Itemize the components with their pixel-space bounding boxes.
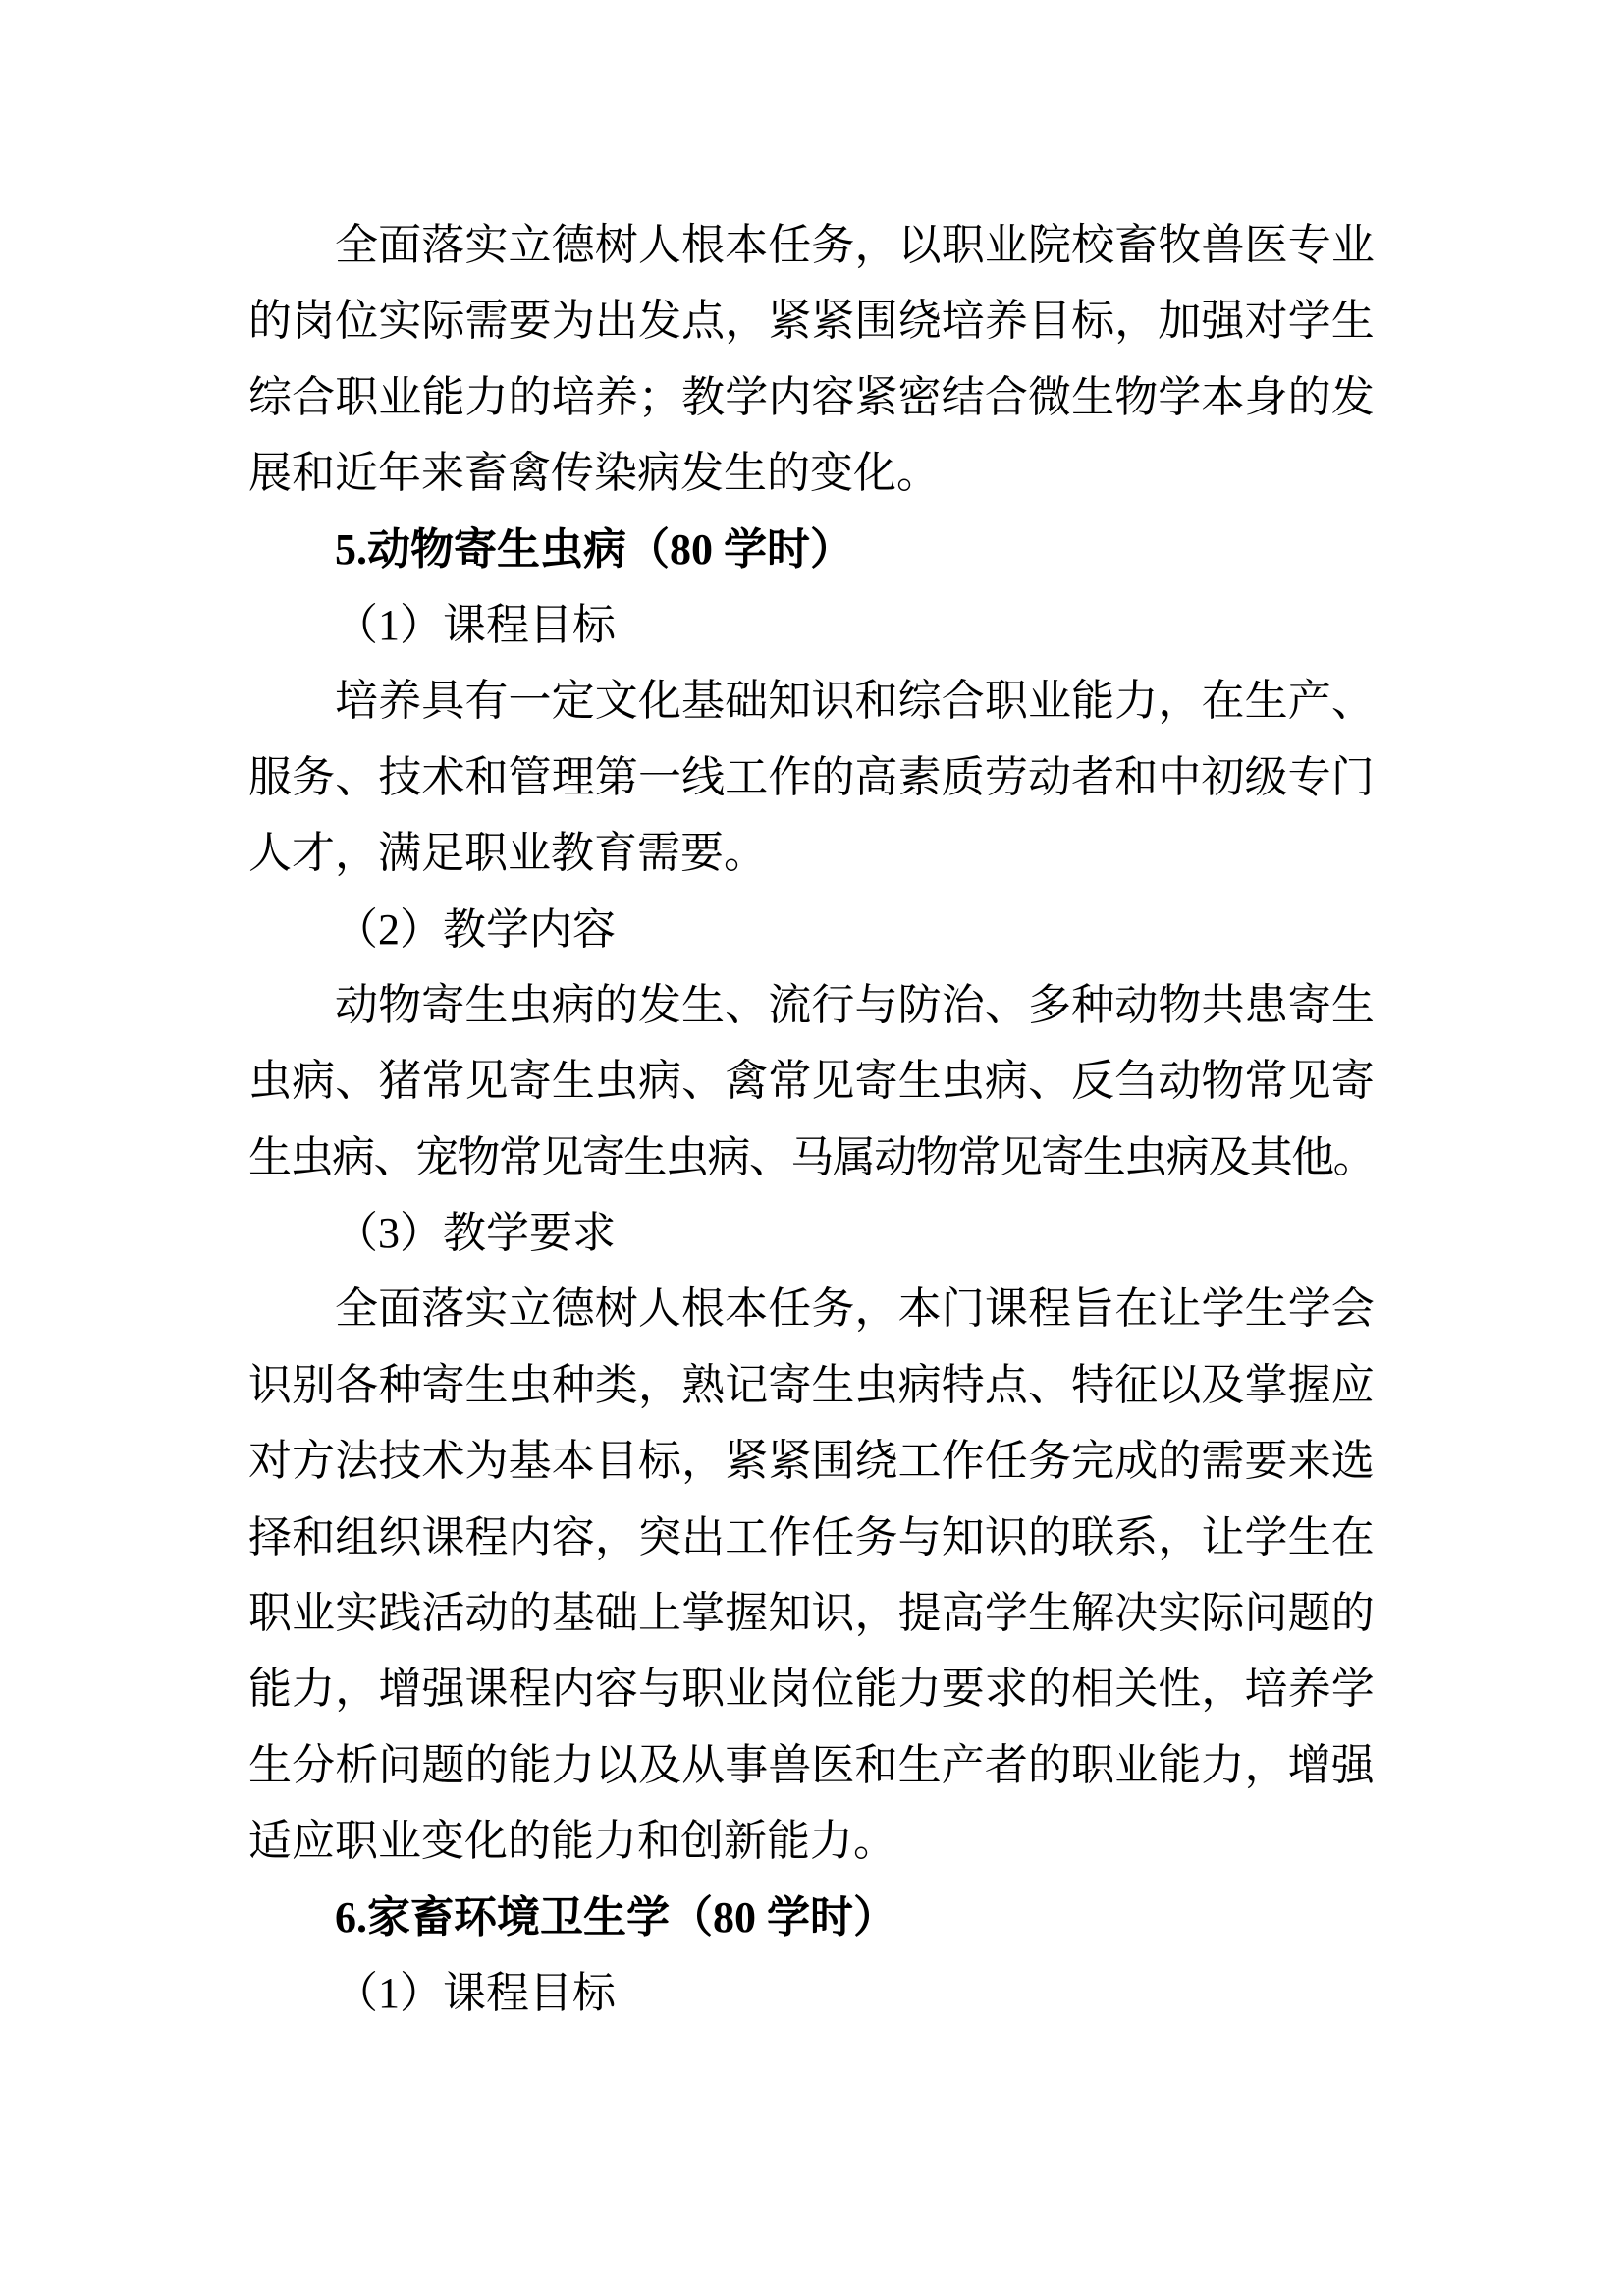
body-text-line: 人才，满足职业教育需要。 <box>248 829 767 878</box>
body-text-line: 动 物 寄 生 虫 病 的 发 生 、 流 行 与 防 治 、 多 种 动 物 共 患 寄 生 <box>335 980 1375 1029</box>
body-text-line: 虫 病 、 猪 常 见 寄 生 虫 病 、 禽 常 见 寄 生 虫 病 、 反 刍 动 物 常 见 寄 <box>248 1057 1375 1106</box>
body-text-line: 对 方 法 技 术 为 基 本 目 标 ， 紧 紧 围 绕 工 作 任 务 完 成 的 需 要 来 选 <box>248 1437 1375 1486</box>
sub-heading-line: （1）课程目标 <box>335 1968 616 2017</box>
body-text-line: 能 力 ， 增 强 课 程 内 容 与 职 业 岗 位 能 力 要 求 的 相 关 性 ， 培 养 学 <box>248 1665 1375 1714</box>
sub-heading-line: （1）课程目标 <box>335 600 616 649</box>
body-text-line: 服 务 、 技 术 和 管 理 第 一 线 工 作 的 高 素 质 劳 动 者 和 中 初 级 专 门 <box>248 752 1375 801</box>
body-text-line: 职 业 实 践 活 动 的 基 础 上 掌 握 知 识 ， 提 高 学 生 解 决 实 际 问 题 的 <box>248 1589 1375 1638</box>
sub-heading-line: （2）教学内容 <box>335 904 616 954</box>
body-text-line: 全 面 落 实 立 德 树 人 根 本 任 务 ， 以 职 业 院 校 畜 牧 兽 医 专 业 <box>335 221 1375 269</box>
body-text-line: 综 合 职 业 能 力 的 培 养 ； 教 学 内 容 紧 密 结 合 微 生 物 学 本 身 的 发 <box>248 372 1375 421</box>
body-text-line: 适应职业变化的能力和创新能力。 <box>248 1817 896 1866</box>
body-text-line: 培 养 具 有 一 定 文 化 基 础 知 识 和 综 合 职 业 能 力 ， 在 生 产 、 <box>335 677 1375 726</box>
sub-heading-line: （3）教学要求 <box>335 1209 616 1258</box>
document-content <box>248 207 1375 2031</box>
body-text-line: 生 分 析 问 题 的 能 力 以 及 从 事 兽 医 和 生 产 者 的 职 业 能 力 ， 增 强 <box>248 1740 1375 1789</box>
body-text-line: 展和近年来畜禽传染病发生的变化。 <box>248 449 940 498</box>
body-text-line: 识 别 各 种 寄 生 虫 种 类 ， 熟 记 寄 生 虫 病 特 点 、 特 征 以 及 掌 握 应 <box>248 1360 1375 1409</box>
body-text-line: 全 面 落 实 立 德 树 人 根 本 任 务 ， 本 门 课 程 旨 在 让 学 生 学 会 <box>335 1285 1375 1334</box>
course-heading-line: 6.家畜环境卫生学（80 学时） <box>335 1892 896 1941</box>
body-text-line: 择 和 组 织 课 程 内 容 ， 突 出 工 作 任 务 与 知 识 的 联 系 ， 让 学 生 在 <box>248 1512 1375 1561</box>
course-heading-line: 5.动物寄生虫病（80 学时） <box>335 524 853 574</box>
body-text-line: 的 岗 位 实 际 需 要 为 出 发 点 ， 紧 紧 围 绕 培 养 目 标 ， 加 强 对 学 生 <box>248 297 1375 346</box>
body-text-line: 生 虫 病 、 宠 物 常 见 寄 生 虫 病 、 马 属 动 物 常 见 寄 生 虫 病 及 其 他 。 <box>248 1132 1375 1181</box>
